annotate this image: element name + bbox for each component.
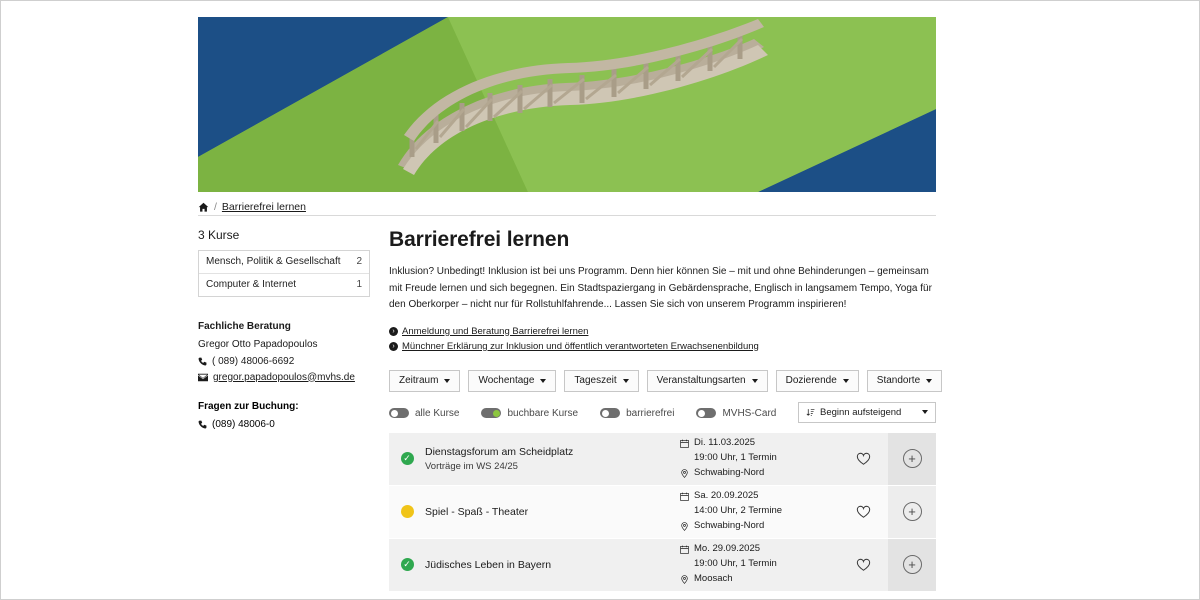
course-location-line [680, 519, 838, 534]
advice-phone: ( 089) 48006-6692 [212, 356, 295, 367]
toggle-row [389, 408, 936, 419]
course-title-cell [425, 486, 680, 538]
course-meta-cell [680, 486, 838, 538]
course-subtitle: Vorträge im WS 24/25 [425, 460, 518, 472]
toggle-label: alle Kurse [415, 407, 460, 419]
hero-banner-image [198, 17, 936, 192]
advice-contact-name: Gregor Otto Papadopoulos [198, 338, 318, 350]
favorite-button[interactable] [838, 486, 888, 538]
heart-icon [856, 505, 871, 519]
expert-advice-block [198, 319, 370, 385]
filter-label: Zeitraum [399, 374, 439, 386]
course-date-line [680, 489, 838, 504]
course-title[interactable]: Spiel - Spaß - Theater [425, 505, 529, 518]
filter-label: Dozierende [785, 374, 837, 386]
table-row[interactable] [389, 433, 936, 486]
toggle-buchbare-kurse[interactable] [481, 408, 578, 419]
phone-icon [198, 420, 207, 429]
booking-heading: Fragen zur Buchung: [198, 401, 299, 412]
facet-label: Mensch, Politik & Gesellschaft [206, 256, 341, 267]
course-date: Di. 11.03.2025 [694, 437, 756, 449]
check-circle-icon: ✓ [401, 558, 414, 571]
course-title-cell [425, 539, 680, 591]
dot-icon [401, 505, 414, 518]
arrow-right-circle-icon: › [389, 342, 398, 351]
course-time-line [680, 557, 838, 572]
plus-circle-icon: + [903, 555, 922, 574]
chevron-down-icon [922, 410, 928, 414]
toggle-label: buchbare Kurse [507, 407, 579, 419]
facet-count: 1 [356, 279, 362, 290]
course-title[interactable]: Dienstagsforum am Scheidplatz [425, 445, 574, 458]
check-circle-icon: ✓ [401, 452, 414, 465]
advice-heading: Fachliche Beratung [198, 321, 291, 332]
toggle-label: MVHS-Card [722, 407, 777, 419]
advice-phone-line [198, 354, 370, 370]
calendar-icon [680, 545, 689, 554]
switch-knob [698, 410, 705, 417]
breadcrumb [198, 199, 936, 216]
favorite-button[interactable] [838, 433, 888, 485]
course-time: 19:00 Uhr, 1 Termin [694, 452, 777, 464]
chevron-down-icon [540, 379, 546, 383]
facet-item-mensch-politik-gesellschaft[interactable] [199, 251, 369, 274]
toggle-alle-kurse[interactable] [389, 408, 459, 419]
add-to-cart-button[interactable] [888, 433, 936, 485]
mail-icon [198, 373, 208, 382]
table-row[interactable] [389, 486, 936, 539]
switch-knob [602, 410, 609, 417]
sidebar [198, 228, 370, 432]
switch-knob [391, 410, 398, 417]
course-time-line [680, 504, 838, 519]
table-row[interactable] [389, 539, 936, 592]
info-link-anmeldung[interactable] [389, 326, 936, 337]
course-meta-cell [680, 539, 838, 591]
arrow-right-circle-icon: › [389, 327, 398, 336]
filter-label: Tageszeit [574, 374, 617, 386]
filter-zeitraum[interactable] [389, 370, 460, 392]
intro-text: Inklusion? Unbedingt! Inklusion ist bei uns Programm. Denn hier können Sie – mit und ohne Behinderungen – gemeinsam mit Freude lernen und sich begegnen. Ein Stadtspaziergang in Gebärdensprache, Englisch in langsamem Tempo, Yoga für den Oberkorper – nicht nur für Rollstuhlfahrende... Lassen Sie sich von unserem Programm inspirieren! [389, 266, 932, 310]
home-icon[interactable] [198, 202, 209, 213]
toggle-label: barrierefrei [626, 407, 675, 419]
course-date-line [680, 542, 838, 557]
course-status [389, 486, 425, 538]
hero-illustration [198, 17, 936, 192]
phone-icon [198, 357, 207, 366]
facet-label: Computer & Internet [206, 279, 297, 290]
heart-icon [856, 452, 871, 466]
chevron-down-icon [623, 379, 629, 383]
breadcrumb-current[interactable]: Barrierefrei lernen [221, 201, 306, 213]
switch-track[interactable] [481, 408, 501, 418]
booking-phone-line [198, 417, 370, 433]
pin-icon [680, 469, 689, 478]
sort-select[interactable] [798, 402, 936, 423]
switch-knob [493, 410, 500, 417]
filter-label: Standorte [876, 374, 921, 386]
pin-icon [680, 575, 689, 584]
main-content [389, 228, 936, 592]
favorite-button[interactable] [838, 539, 888, 591]
chevron-down-icon [752, 379, 758, 383]
advice-email-link[interactable]: gregor.papadopoulos@mvhs.de [213, 371, 355, 383]
filter-label: Wochentage [478, 374, 535, 386]
page-title: Barrierefrei lernen [389, 228, 570, 251]
calendar-icon [680, 439, 689, 448]
facet-count: 2 [356, 256, 362, 267]
sort-ascending-icon [806, 408, 815, 417]
course-time: 19:00 Uhr, 1 Termin [694, 558, 777, 570]
add-to-cart-button[interactable] [888, 486, 936, 538]
course-status [389, 539, 425, 591]
course-location-line [680, 466, 838, 481]
plus-circle-icon: + [903, 449, 922, 468]
plus-circle-icon: + [903, 502, 922, 521]
course-location: Schwabing-Nord [694, 466, 765, 478]
sort-value: Beginn aufsteigend [820, 406, 902, 418]
course-title-cell [425, 433, 680, 485]
toggle-barrierefrei[interactable] [600, 408, 674, 419]
filter-dozierende[interactable] [776, 370, 859, 392]
filter-standorte[interactable] [867, 370, 942, 392]
switch-track[interactable] [600, 408, 620, 418]
chevron-down-icon [444, 379, 450, 383]
add-to-cart-button[interactable] [888, 539, 936, 591]
course-count-label: 3 Kurse [198, 228, 240, 242]
course-list [389, 433, 936, 592]
course-time-line [680, 451, 838, 466]
info-link-muenchner-erklaerung[interactable] [389, 341, 936, 352]
toggle-mvhs-card[interactable] [696, 408, 776, 419]
category-facet-list [198, 250, 370, 297]
booking-phone: (089) 48006-0 [212, 418, 275, 430]
filter-label: Veranstaltungsarten [656, 374, 746, 386]
course-location: Moosach [694, 572, 733, 584]
course-time: 14:00 Uhr, 2 Termine [694, 505, 783, 517]
breadcrumb-separator: / [214, 201, 217, 213]
pin-icon [680, 522, 689, 531]
chevron-down-icon [926, 379, 932, 383]
course-location-line [680, 572, 838, 587]
course-location: Schwabing-Nord [694, 519, 765, 531]
course-status [389, 433, 425, 485]
frame-border-top [0, 0, 1200, 1]
filter-tageszeit[interactable] [564, 370, 638, 392]
switch-track[interactable] [389, 408, 409, 418]
heart-icon [856, 558, 871, 572]
course-meta-cell [680, 433, 838, 485]
info-link-label[interactable]: Anmeldung und Beratung Barrierefrei lernen [402, 325, 589, 337]
frame-border-left [0, 0, 1, 600]
calendar-icon [680, 492, 689, 501]
course-date: Mo. 29.09.2025 [694, 543, 761, 555]
info-link-label[interactable]: Münchner Erklärung zur Inklusion und öffentlich verantworteten Erwachsenenbildung [402, 340, 759, 352]
chevron-down-icon [843, 379, 849, 383]
advice-mail-line [198, 370, 370, 386]
filter-wochentage[interactable] [468, 370, 556, 392]
switch-track[interactable] [696, 408, 716, 418]
booking-questions-block [198, 399, 370, 432]
facet-item-computer-internet[interactable] [199, 274, 369, 296]
course-title[interactable]: Jüdisches Leben in Bayern [425, 558, 552, 571]
filter-bar [389, 370, 936, 392]
course-date: Sa. 20.09.2025 [694, 490, 759, 502]
course-date-line [680, 436, 838, 451]
filter-veranstaltungsarten[interactable] [647, 370, 768, 392]
